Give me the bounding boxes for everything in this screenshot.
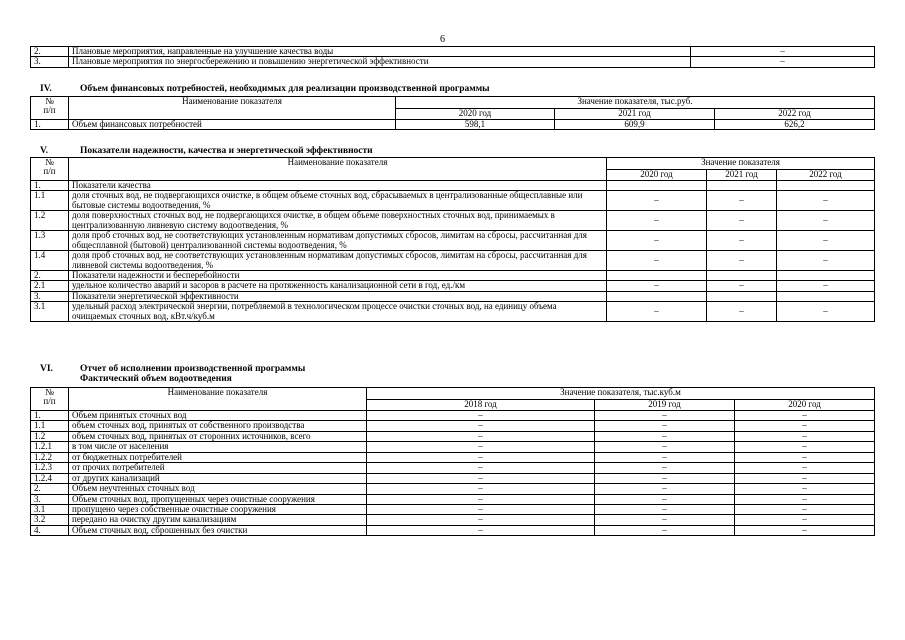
row-value: –	[777, 302, 875, 322]
col-value-header: Значение показателя	[607, 158, 875, 170]
row-value	[777, 270, 875, 280]
row-name: объем сточных вод, принятых от собственного производства	[69, 421, 367, 431]
row-num: 1.1	[31, 421, 69, 431]
row-value: –	[777, 191, 875, 211]
row-value: –	[367, 463, 595, 473]
row-value: –	[595, 431, 735, 441]
row-value: –	[777, 251, 875, 271]
col-value-header: Значение показателя, тыс.руб.	[396, 97, 875, 109]
section-5-title: V. Показатели надежности, качества и энергетической эффективности	[40, 146, 373, 156]
row-num: 1.	[31, 411, 69, 421]
table-row	[31, 181, 875, 191]
row-value: –	[607, 211, 707, 231]
table-row	[31, 442, 875, 452]
row-value: –	[367, 484, 595, 494]
row-value	[777, 181, 875, 191]
year-header: 2021 год	[555, 108, 715, 120]
row-value: –	[735, 515, 875, 525]
row-value: –	[607, 191, 707, 211]
row-value: –	[595, 504, 735, 514]
col-name-header: Наименование показателя	[69, 388, 367, 411]
row-value: –	[735, 484, 875, 494]
table-row	[31, 211, 875, 231]
row-name: от бюджетных потребителей	[69, 452, 367, 462]
table-row	[31, 431, 875, 441]
row-num: 1.2	[31, 431, 69, 441]
row-name: от прочих потребителей	[69, 463, 367, 473]
section-4-title: IV. Объем финансовых потребностей, необходимых для реализации производственной программы	[40, 84, 490, 94]
row-value: –	[367, 525, 595, 535]
row-value: –	[595, 452, 735, 462]
row-name: в том числе от населения	[69, 442, 367, 452]
row-name: удельное количество аварий и засоров в расчете на протяженность канализационной сети в год, ед./км	[69, 281, 607, 291]
row-num: 1.2.4	[31, 473, 69, 483]
row-value: –	[777, 211, 875, 231]
row-num: 2.	[31, 484, 69, 494]
row-name: передано на очистку другим канализациям	[69, 515, 367, 525]
row-num: 1.4	[31, 251, 69, 271]
row-name: Показатели качества	[69, 181, 607, 191]
row-num: 3.	[31, 291, 69, 301]
row-value	[607, 270, 707, 280]
row-value: –	[735, 494, 875, 504]
row-value: –	[595, 411, 735, 421]
row-value: –	[735, 473, 875, 483]
row-num: 1.	[31, 181, 69, 191]
row-value: –	[367, 515, 595, 525]
row-value: –	[367, 442, 595, 452]
section-6-subtitle: Фактический объем водоотведения	[80, 373, 232, 384]
col-num-header: № п/п	[31, 97, 69, 120]
row-num: 1.2.1	[31, 442, 69, 452]
row-num: 2.1	[31, 281, 69, 291]
row-value: –	[595, 515, 735, 525]
row-value: –	[595, 525, 735, 535]
row-num: 1.2	[31, 211, 69, 231]
row-value: –	[607, 281, 707, 291]
row-value: –	[707, 251, 777, 271]
row-value: –	[595, 494, 735, 504]
row-value	[777, 291, 875, 301]
table-row	[31, 191, 875, 211]
table-row	[31, 494, 875, 504]
table-row	[31, 281, 875, 291]
row-value: –	[735, 411, 875, 421]
row-num: 1.	[31, 120, 69, 130]
row-value: –	[367, 421, 595, 431]
row-name: доля проб сточных вод, не соответствующих установленным нормативам допустимых сбросов, лимитам на сбросы, рассчитанная для общесплавной (бытовой) централизованной системы водоотведения, %	[69, 231, 607, 251]
table-row	[31, 504, 875, 514]
row-value: –	[707, 281, 777, 291]
row-value: –	[607, 231, 707, 251]
row-value: –	[735, 442, 875, 452]
row-value: –	[735, 463, 875, 473]
table-row	[31, 421, 875, 431]
row-num: 3.1	[31, 504, 69, 514]
year-header: 2019 год	[595, 399, 735, 411]
row-value: –	[595, 442, 735, 452]
col-num-header: № п/п	[31, 158, 69, 181]
row-value: –	[367, 504, 595, 514]
row-name: Плановые мероприятия, направленные на улучшение качества воды	[69, 47, 691, 57]
row-value: –	[777, 281, 875, 291]
row-name: доля сточных вод, не подвергающихся очистке, в общем объеме сточных вод, сбрасываемых в централизованные общесплавные или бытовые системы водоотведения, %	[69, 191, 607, 211]
row-value	[707, 291, 777, 301]
row-value: 626,2	[715, 120, 875, 130]
row-name: удельный расход электрической энергии, потребляемой в технологическом процессе очистки сточных вод, на единицу объема очищаемых сточных вод, кВт.ч/куб.м	[69, 302, 607, 322]
row-value: –	[735, 421, 875, 431]
row-value: 609,9	[555, 120, 715, 130]
row-value: –	[707, 231, 777, 251]
row-name: Объем принятых сточных вод	[69, 411, 367, 421]
row-value: –	[367, 494, 595, 504]
row-num: 3.	[31, 57, 69, 67]
year-header: 2022 год	[777, 169, 875, 181]
row-value: –	[735, 525, 875, 535]
top-table	[30, 46, 875, 68]
row-value: 598,1	[396, 120, 555, 130]
row-value: –	[735, 504, 875, 514]
row-value: –	[735, 452, 875, 462]
row-num: 3.	[31, 494, 69, 504]
row-name: Объем неучтенных сточных вод	[69, 484, 367, 494]
row-num: 1.3	[31, 231, 69, 251]
row-name: Показатели надежности и бесперебойности	[69, 270, 607, 280]
table-row	[31, 411, 875, 421]
row-name: доля проб сточных вод, не соответствующих установленным нормативам допустимых сбросов, лимитам на сбросы, рассчитанная для ливневой системы водоотведения, %	[69, 251, 607, 271]
wastewater-table	[30, 387, 875, 536]
page-number: 6	[440, 34, 445, 45]
row-num: 4.	[31, 525, 69, 535]
row-num: 3.2	[31, 515, 69, 525]
row-name: Объем сточных вод, сброшенных без очистки	[69, 525, 367, 535]
row-value: –	[691, 57, 875, 67]
row-name: Объем финансовых потребностей	[69, 120, 396, 130]
table-row	[31, 270, 875, 280]
row-num: 3.1	[31, 302, 69, 322]
col-name-header: Наименование показателя	[69, 97, 396, 120]
row-value	[707, 181, 777, 191]
row-name: Показатели энергетической эффективности	[69, 291, 607, 301]
row-name: объем сточных вод, принятых от сторонних источников, всего	[69, 431, 367, 441]
row-value: –	[367, 431, 595, 441]
financial-table	[30, 96, 875, 130]
year-header: 2018 год	[367, 399, 595, 411]
row-name: доля поверхностных сточных вод, не подвергающихся очистке, в общем объеме поверхностных сточных вод, принимаемых в централизованную ливневую систему водоотведения, %	[69, 211, 607, 231]
table-row	[31, 231, 875, 251]
table-row	[31, 291, 875, 301]
row-value: –	[367, 473, 595, 483]
year-header: 2020 год	[607, 169, 707, 181]
table-row	[31, 525, 875, 535]
row-value: –	[707, 211, 777, 231]
table-row	[31, 47, 875, 57]
col-num-header: № п/п	[31, 388, 69, 411]
row-name: Плановые мероприятия по энергосбережению и повышению энергетической эффективности	[69, 57, 691, 67]
col-value-header: Значение показателя, тыс.куб.м	[367, 388, 875, 400]
row-value	[607, 291, 707, 301]
row-value	[607, 181, 707, 191]
row-value	[707, 270, 777, 280]
table-row	[31, 515, 875, 525]
year-header: 2021 год	[707, 169, 777, 181]
row-name: от других канализаций	[69, 473, 367, 483]
row-name: Объем сточных вод, пропущенных через очистные сооружения	[69, 494, 367, 504]
row-value: –	[607, 302, 707, 322]
row-value: –	[735, 431, 875, 441]
row-value: –	[691, 47, 875, 57]
row-num: 2.	[31, 270, 69, 280]
row-value: –	[367, 452, 595, 462]
table-row	[31, 463, 875, 473]
row-name: пропущено через собственные очистные сооружения	[69, 504, 367, 514]
year-header: 2020 год	[396, 108, 555, 120]
row-value: –	[777, 231, 875, 251]
row-value: –	[595, 463, 735, 473]
row-value: –	[367, 411, 595, 421]
year-header: 2020 год	[735, 399, 875, 411]
table-row	[31, 484, 875, 494]
row-num: 2.	[31, 47, 69, 57]
row-value: –	[707, 191, 777, 211]
year-header: 2022 год	[715, 108, 875, 120]
row-value: –	[707, 302, 777, 322]
row-value: –	[595, 421, 735, 431]
table-row	[31, 251, 875, 271]
row-value: –	[607, 251, 707, 271]
row-num: 1.2.3	[31, 463, 69, 473]
row-num: 1.1	[31, 191, 69, 211]
indicators-table	[30, 157, 875, 322]
table-row	[31, 452, 875, 462]
col-name-header: Наименование показателя	[69, 158, 607, 181]
section-6-title: VI. Отчет об исполнении производственной программы Фактический объем водоотведения	[40, 364, 306, 384]
table-row	[31, 473, 875, 483]
table-row	[31, 302, 875, 322]
row-value: –	[595, 484, 735, 494]
row-value: –	[595, 473, 735, 483]
row-num: 1.2.2	[31, 452, 69, 462]
table-row	[31, 57, 875, 67]
